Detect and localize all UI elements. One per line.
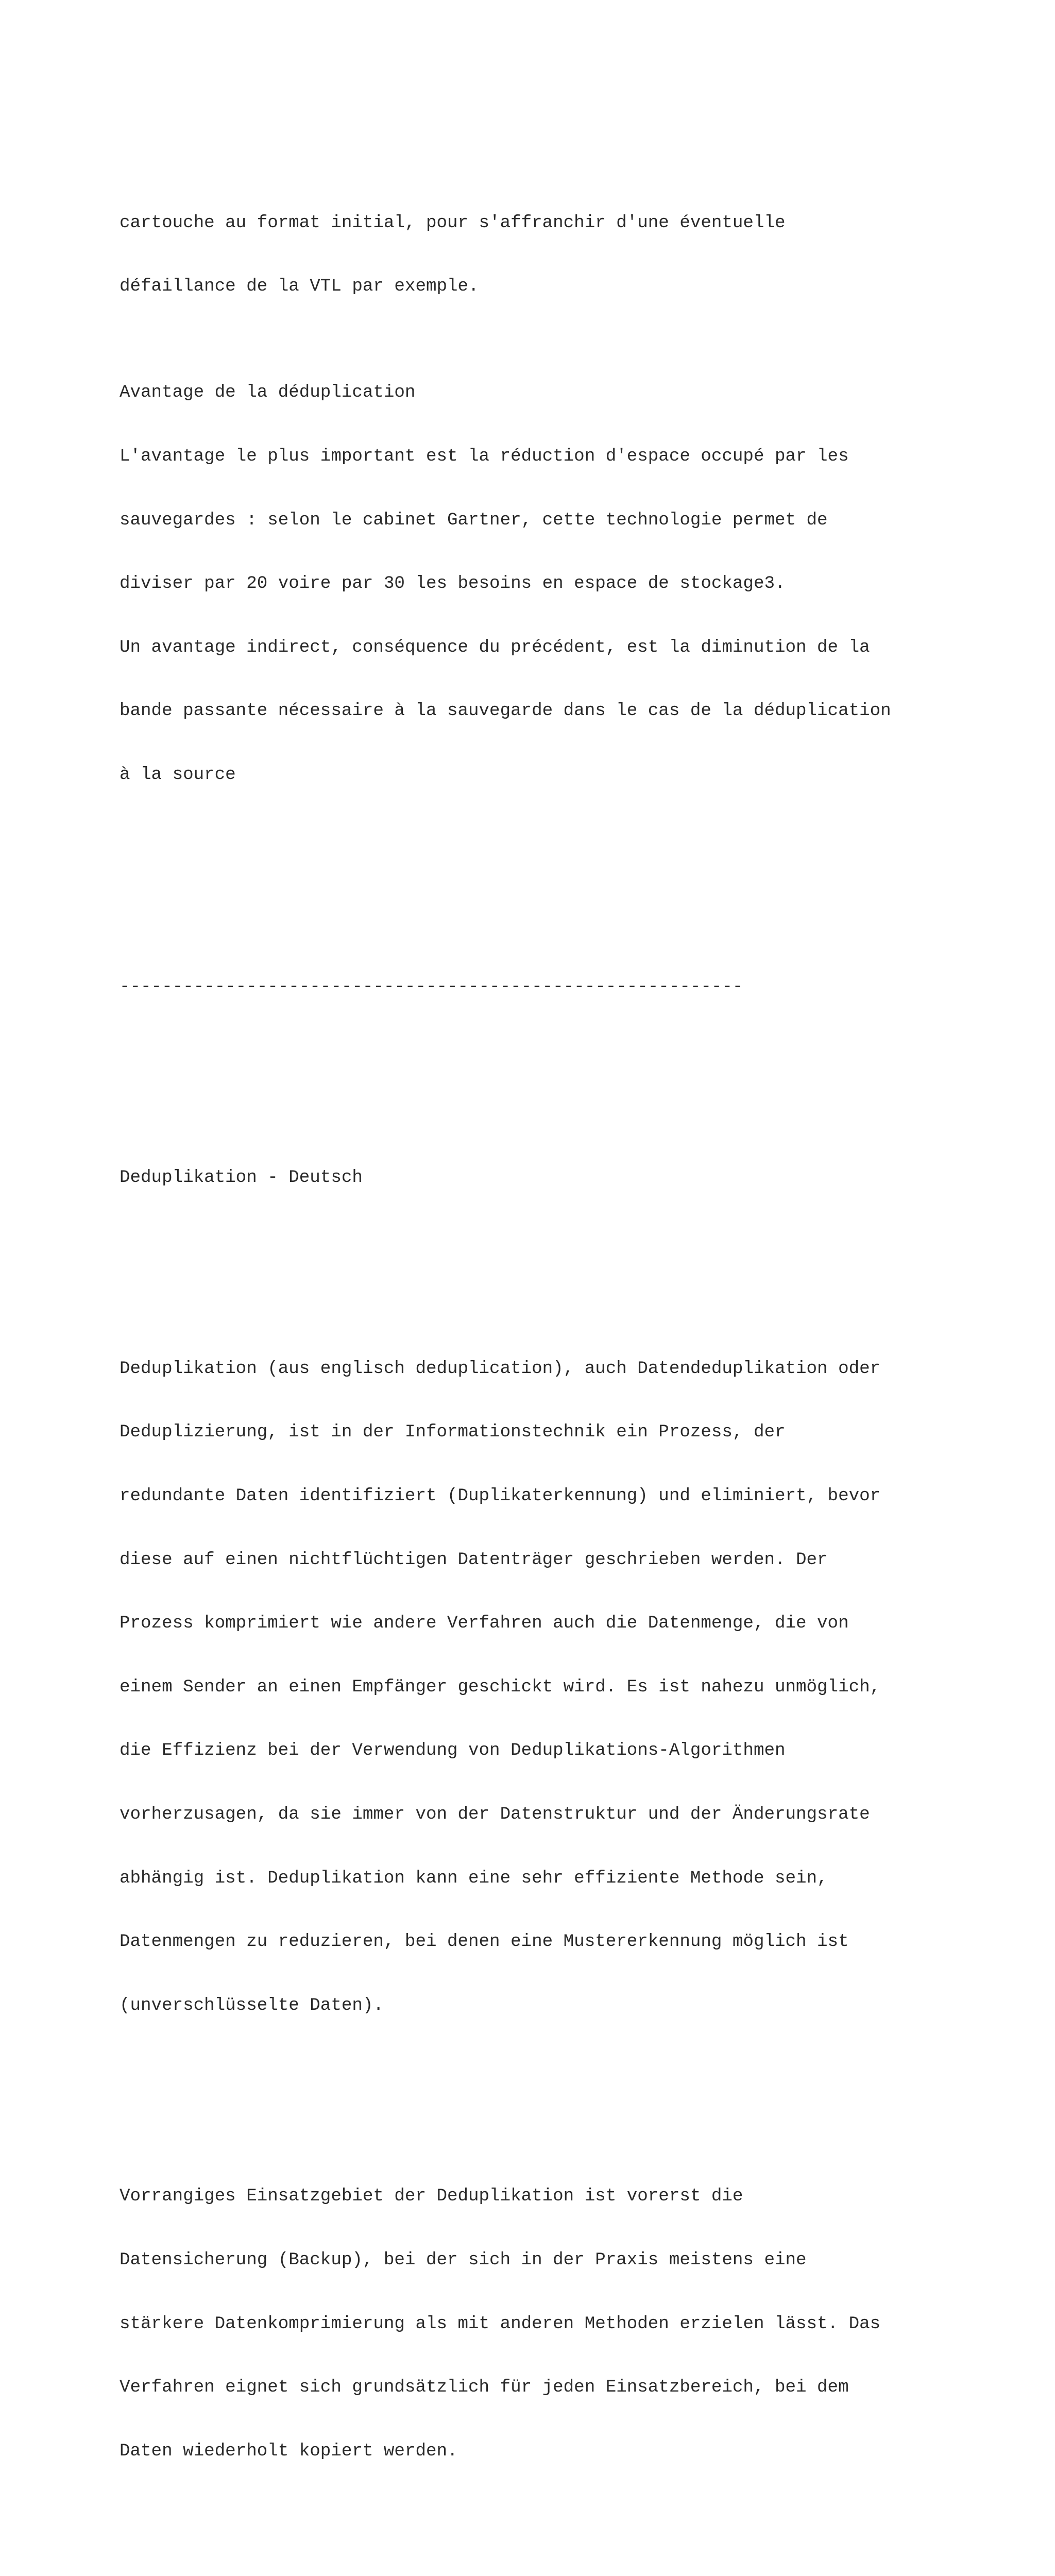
text-line: Deduplizierung, ist in der Informationstechnik ein Prozess, der: [120, 1422, 786, 1443]
text-line: redundante Daten identifiziert (Duplikaterkennung) und eliminiert, bevor: [120, 1486, 881, 1506]
text-line: diese auf einen nichtflüchtigen Datenträger geschrieben werden. Der: [120, 1550, 828, 1570]
text-line: die Effizienz bei der Verwendung von Deduplikations-Algorithmen: [120, 1741, 786, 1761]
text-line: Datenmengen zu reduzieren, bei denen eine Mustererkennung möglich ist: [120, 1932, 849, 1952]
text-line: Deduplikation (aus englisch deduplication), auch Datendeduplikation oder: [120, 1359, 881, 1379]
text-line: Daten wiederholt kopiert werden.: [120, 2441, 458, 2461]
separator-line: -----------------------------------------------------------: [120, 977, 743, 997]
text-line: stärkere Datenkomprimierung als mit anderen Methoden erzielen lässt. Das: [120, 2314, 881, 2334]
text-line: bande passante nécessaire à la sauvegarde dans le cas de la déduplication: [120, 701, 891, 721]
spacer: [120, 1061, 964, 1082]
document-text: [120, 128, 964, 2576]
text-line: Prozess komprimiert wie andere Verfahren auch die Datenmenge, die von: [120, 1614, 849, 1634]
text-line: vorherzusagen, da sie immer von der Datenstruktur und der Änderungsrate: [120, 1804, 870, 1824]
spacer: [120, 850, 964, 892]
text-line: Un avantage indirect, conséquence du précédent, est la diminution de la: [120, 637, 870, 657]
text-line: à la source: [120, 765, 236, 785]
text-line: diviser par 20 voire par 30 les besoins en espace de stockage3.: [120, 574, 786, 594]
text-line: Verfahren eignet sich grundsätzlich für jeden Einsatzbereich, bei dem: [120, 2378, 849, 2398]
text-line: (unverschlüsselte Daten).: [120, 1995, 384, 2015]
spacer: [120, 1252, 964, 1274]
text-line: cartouche au format initial, pour s'affranchir d'une éventuelle: [120, 213, 786, 233]
text-line: Datensicherung (Backup), bei der sich in der Praxis meistens eine: [120, 2250, 807, 2270]
text-line: einem Sender an einen Empfänger geschickt wird. Es ist nahezu unmöglich,: [120, 1677, 881, 1697]
text-line: abhängig ist. Deduplikation kann eine sehr effiziente Methode sein,: [120, 1868, 828, 1888]
text-line: Vorrangiges Einsatzgebiet der Deduplikation ist vorerst die: [120, 2187, 743, 2207]
spacer: [120, 2080, 964, 2102]
text-line: sauvegardes : selon le cabinet Gartner, cette technologie permet de: [120, 510, 828, 530]
document-title: Deduplikation - Deutsch: [120, 1168, 363, 1188]
spacer: [120, 2526, 964, 2547]
text-line: L'avantage le plus important est la réduction d'espace occupé par les: [120, 447, 849, 466]
text-line: défaillance de la VTL par exemple.: [120, 277, 479, 297]
section-heading-avantage: Avantage de la déduplication: [120, 383, 416, 403]
